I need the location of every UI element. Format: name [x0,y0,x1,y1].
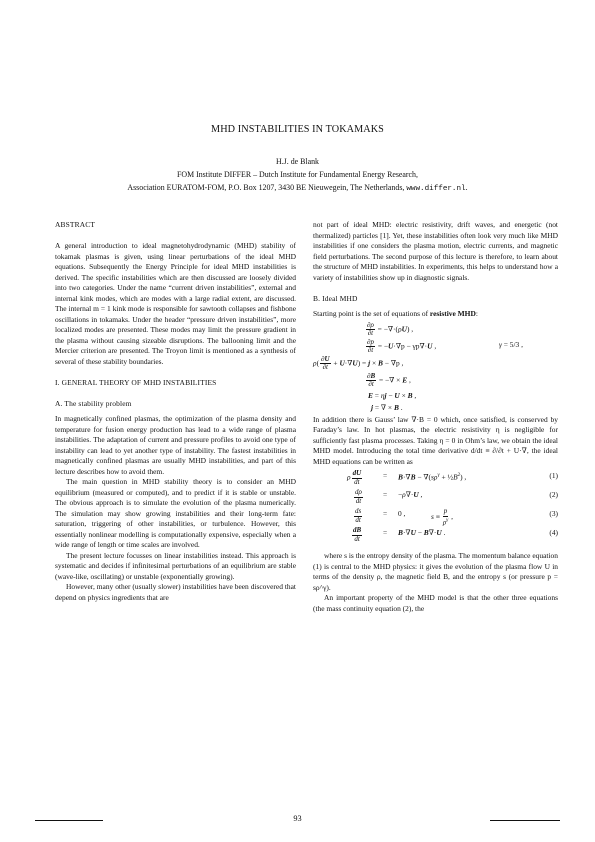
equation-momentum: ρ( $\frac{\partial U}{\partial t}$ + U·∇U) = j × B − ∇p , [313,354,404,371]
starting-point-text: Starting point is the set of equations of resistive MHD: [313,309,478,318]
affiliation-url[interactable]: www.differ.nl [406,185,466,193]
paper-title: MHD INSTABILITIES IN TOKAMAKS [211,124,384,135]
equation-3: $\frac{ds}{dt}$ = 0 , s ≡ $\frac{p}{\rho^\gamma}$ , (3) [355,507,558,526]
subsection-b-heading: B. Ideal MHD [313,293,358,303]
affiliation-line-2: Association EURATOM-FOM, P.O. Box 1207, 3430 BE Nieuwegein, The Netherlands, www.differ.nl. [127,183,468,193]
paragraph-2: The main question in MHD stability theory is to consider an MHD equilibrium (measured or computed), and to predict if it is stable or unstable. The obvious approach is to simulate the evolution of the plasma numerically. The simulation may show growing instabilities and their long-term fate: saturation, triggering of other instabilities, or turbulence. However, this essentially nonlinear modelling is computationally expensive, especially when a wide range of length or time scales are involved. [55,477,296,549]
subsection-a-heading: A. The stability problem [55,398,132,408]
paragraph-3: The present lecture focusses on linear instabilities instead. This approach is systematic and decides if infinitesimal perturbations of an equilibrium are stable (wave-like, oscillating) or unstable (exponentially growing). [55,550,296,581]
ideal-mhd-equations [313,470,558,546]
affiliation-address: Association EURATOM-FOM, P.O. Box 1207, 3430 BE Nieuwegein, The Netherlands, [127,183,405,192]
gauss-law-paragraph: In addition there is Gauss’ law ∇·B = 0 which, once satisfied, is conserved by Faraday’s law. In hot plasmas, the electric resistivity η is negligible for sufficiently fast plasma processes. Taking η = 0 in Ohm’s law, we obtain the ideal MHD model. Introducing the total time derivative d/dt ≡ ∂/∂t + U·∇, the ideal MHD equations can be written as [313,414,558,466]
equation-4: $\frac{dB}{dt}$ = B·∇U − B∇·U . (4) [353,526,558,543]
right-column [313,220,558,614]
affiliation-line-1: FOM Institute DIFFER – Dutch Institute for Fundamental Energy Research, [177,170,418,179]
equation-pressure: $\frac{\partial p}{\partial t}$ = −U·∇p − γp∇·U , γ = 5/3 , [367,337,523,354]
equation-ampere: j = ∇ × B . [371,402,403,412]
equation-faraday: $\frac{\partial B}{\partial t}$ = −∇ × E , [367,371,411,388]
page-number: 93 [293,814,302,823]
entropy-paragraph: where s is the entropy density of the plasma. The momentum balance equation (1) is central to the MHD physics: it gives the evolution of the plasma flow U in terms of the density ρ, the magnetic field B, and the entropy s (or pressure p = sρ^γ). [313,551,558,592]
equation-ohm: E = ηj − U × B , [368,390,417,400]
abstract-heading: ABSTRACT [55,220,96,229]
left-column [55,220,296,603]
paragraph-1: In magnetically confined plasmas, the optimization of the plasma density and temperature for fusion energy production has lead to a wide range of plasma instabilities. The adaptation of current and pressure profiles to avoid one type of instability can lead to yet another type of instability. The fastest instabilities in magnetically confined plasmas are usually MHD instabilities, and part of this lecture describes how to avoid them. [55,414,296,476]
last-paragraph: An important property of the MHD model is that the other three equations (the mass continuity equation (2), the [313,593,558,613]
abstract-text: A general introduction to ideal magnetohydrodynamic (MHD) stability of tokamak plasmas is given, using linear perturbations of the ideal MHD equations. Subsequently the Energy Principle for ideal MHD instabilities is derived. The specific instabilities which are then discussed are loosely divided into two categories. Under the name “current driven instabilities”, external and internal kink modes, which are modes with a large radial extent, are discussed. The internal m = 1 kink mode is responsible for sawtooth collapses and fishbone oscillations in tokamaks. Under the header “pressure driven instabilities”, more localized modes are presented. These modes may limit the pressure gradient in the plasma without causing sizeable disruptions. The ballooning limit and the Mercier criterion are presented. The Troyon limit is mentioned as a synthesis of several of these stability boundaries. [55,241,296,366]
equation-2: $\frac{d\rho}{dt}$ = −ρ∇·U , (2) [355,488,558,505]
section-1-heading: I. GENERAL THEORY OF MHD INSTABILITIES [55,377,217,387]
equation-continuity: $\frac{\partial\rho}{\partial t}$ = −∇·(ρU) , [367,320,414,337]
resistive-mhd-equations [313,322,558,415]
paragraph-4: However, many other (usually slower) instabilities have been discovered that depend on physics ingredients that are [55,582,296,602]
equation-1: ρ $\frac{dU}{dt}$ = $B\cdot\nabla B - \nabla(s\rho^\gamma$ + $\frac{1}{2}B^2$) , (1) [347,469,558,486]
paper-author: H.J. de Blank [276,157,319,166]
right-paragraph-1: not part of ideal MHD: electric resistivity, drift waves, and energetic (not thermalized) particles [1]. Yet, these instabilities often look very much like MHD instabilities if one considers the plasma motion, electric currents, and magnetic field perturbations. The second purpose of this lecture is therefore, to learn about the structure of MHD instabilities. In experiments, this helps to understand how a variety of instabilities show up in diagnostic signals. [313,220,558,282]
